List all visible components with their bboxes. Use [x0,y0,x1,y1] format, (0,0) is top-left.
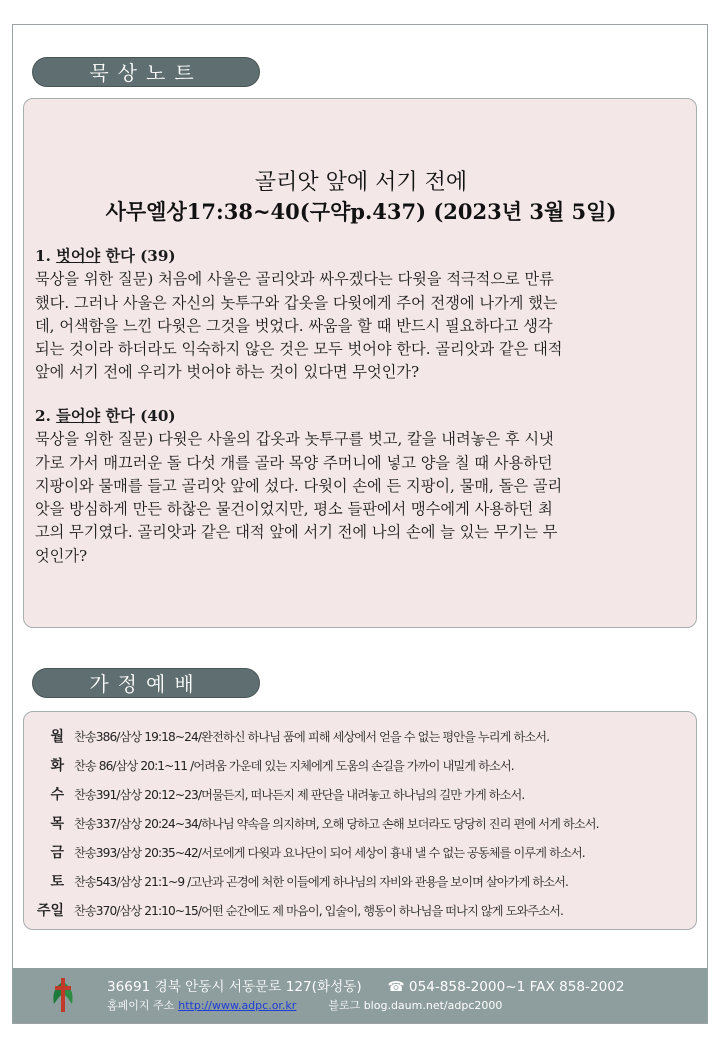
worship-day: 주일 [36,903,64,919]
church-address: 36691 경북 안동시 서동문로 127(화성동) [107,979,362,995]
section-line: 묵상을 위한 질문) 다윗은 사울의 갑옷과 놋투구를 벗고, 칼을 내려놓은 후 시냇 [35,430,554,449]
section-line: 가로 가서 매끄러운 돌 다섯 개를 골라 목양 주머니에 넣고 양을 칠 때 사용하던 [35,453,553,472]
worship-text: 찬송370/삼상 21:10~15/어떤 순간에도 제 마음이, 입술이, 행동이 하나님을 떠나지 않게 도와주소서. [74,904,563,918]
church-phone: ☎ 054-858-2000~1 FAX 858-2002 [387,979,625,995]
meditation-header: 묵상노트 [32,57,260,87]
section-line: 묵상을 위한 질문) 처음에 사울은 골리앗과 싸우겠다는 다윗을 적극적으로 만류 [35,270,554,289]
worship-text: 찬송393/삼상 20:35~42/서로에게 다윗과 요나단이 되어 세상이 흉내 낼 수 없는 공동체를 이루게 하소서. [74,846,585,860]
worship-row-sun [24,899,698,923]
worship-day: 화 [50,758,64,774]
section-heading-rest: 한다 (40) [100,407,176,425]
section-line: 앗을 방심하게 만든 하찮은 물건이었지만, 평소 들판에서 맹수에게 사용하던 최 [35,500,553,519]
worship-row-wed [24,783,698,807]
section-line: 되는 것이라 하더라도 익숙하지 않은 것은 모두 벗어야 한다. 골리앗과 같은 대적 [35,340,563,359]
section-line: 엇인가? [35,546,88,565]
meditation-box [23,98,697,628]
worship-day: 목 [50,816,64,832]
worship-text: 찬송 86/삼상 20:1~11 /어려움 가운데 있는 지체에게 도움의 손길을 가까이 내밀게 하소서. [74,759,514,773]
section-heading [35,405,687,428]
worship-row-sat [24,870,698,894]
section-line: 지팡이와 물매를 들고 골리앗 앞에 섰다. 다윗이 손에 든 지팡이, 물매, 돌은 골리 [35,476,563,495]
section-line: 했다. 그러나 사울은 자신의 놋투구와 갑옷을 다윗에게 주어 전쟁에 나가게 했는 [35,293,558,312]
section-heading [35,245,687,268]
worship-row-tue [24,754,698,778]
homepage-link[interactable]: http://www.adpc.or.kr [178,999,297,1012]
worship-text: 찬송386/삼상 19:18~24/완전하신 하나님 품에 피해 세상에서 얻을 수 없는 평안을 누리게 하소서. [74,730,550,744]
section-keyword: 들어야 [56,407,101,425]
section-line: 고의 무기였다. 골리앗과 같은 대적 앞에 서기 전에 나의 손에 늘 있는 무기는 무 [35,523,558,542]
sermon-title: 골리앗 앞에 서기 전에 [254,170,468,195]
worship-day: 수 [50,787,64,803]
section-line: 앞에 서기 전에 우리가 벗어야 하는 것이 있다면 무엇인가? [35,363,420,382]
worship-text: 찬송391/삼상 20:12~23/머물든지, 떠나든지 제 판단을 내려놓고 하나님의 길만 가게 하소서. [74,788,525,802]
worship-box [23,711,697,930]
section-keyword: 벗어야 [56,247,101,265]
church-web-line [107,997,502,1013]
church-address-line [107,975,625,995]
worship-row-fri [24,841,698,865]
worship-day: 금 [50,845,64,861]
scripture-reference: 사무엘상17:38~40(구약p.437) (2023년 3월 5일) [105,199,617,224]
blog-address: 블로그 blog.daum.net/adpc2000 [328,999,503,1012]
worship-text: 찬송337/삼상 20:24~34/하나님 약속을 의지하며, 오해 당하고 손해 보더라도 당당히 진리 편에 서게 하소서. [74,817,599,831]
worship-row-mon [24,725,698,749]
worship-header: 가정예배 [32,668,260,698]
footer [13,968,707,1023]
worship-text: 찬송543/삼상 21:1~9 /고난과 곤경에 처한 이들에게 하나님의 자비와 관용을 보이며 살아가게 하소서. [74,875,569,889]
meditation-section-2 [35,405,687,568]
section-heading-rest: 한다 (39) [100,247,176,265]
homepage-label: 홈페이지 주소 [107,999,175,1012]
church-cross-icon [49,976,77,1014]
worship-row-thu [24,812,698,836]
section-number: 1. [35,247,51,265]
worship-day: 월 [50,729,64,745]
section-line: 데, 어색함을 느낀 다윗은 그것을 벗었다. 싸움을 할 때 반드시 필요하다고 생각 [35,316,553,335]
meditation-section-1 [35,245,687,385]
section-number: 2. [35,407,51,425]
worship-day: 토 [50,874,64,890]
